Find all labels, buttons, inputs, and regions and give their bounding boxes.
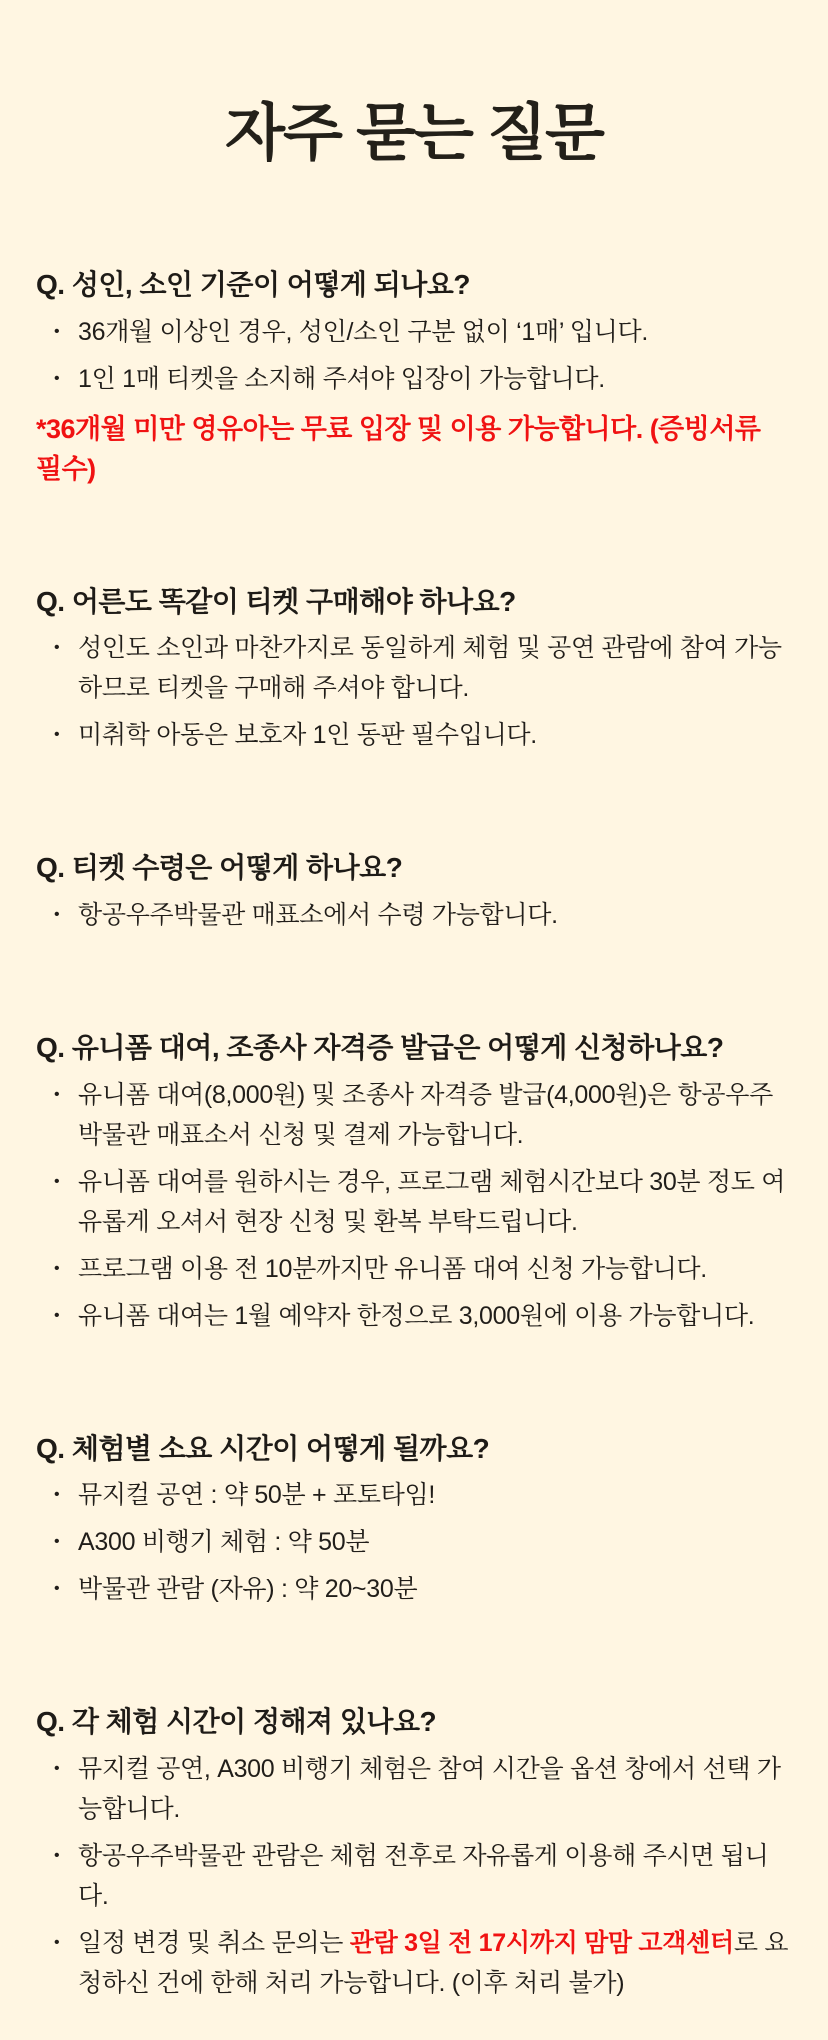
bullet-dot-icon: • — [54, 1759, 60, 1777]
list-item — [54, 1249, 792, 1289]
faq-question: Q. 체험별 소요 시간이 어떻게 될까요? — [36, 1432, 490, 1464]
red-notice: *36개월 미만 영유아는 무료 입장 및 이용 가능합니다. (증빙서류 필수) — [36, 413, 761, 484]
bullet-text-highlight: 관람 3일 전 17시까지 맘맘 고객센터 — [349, 1928, 734, 1957]
bullet-dot-icon: • — [54, 905, 60, 923]
list-item — [54, 715, 792, 755]
faq-list — [36, 268, 792, 2003]
list-item — [54, 1923, 792, 2003]
bullet-dot-icon: • — [54, 1486, 60, 1504]
faq-section-duration — [36, 1432, 792, 1610]
bullet-text: 프로그램 이용 전 10분까지만 유니폼 대여 신청 가능합니다. — [78, 1254, 707, 1283]
list-item — [54, 1522, 792, 1562]
faq-page — [0, 100, 828, 2003]
bullet-dot-icon: • — [54, 1533, 60, 1551]
bullet-text: 유니폼 대여는 1월 예약자 한정으로 3,000원에 이용 가능합니다. — [78, 1301, 755, 1330]
faq-question: Q. 유니폼 대여, 조종사 자격증 발급은 어떻게 신청하나요? — [36, 1031, 724, 1063]
faq-section-uniform-rental — [36, 1031, 792, 1336]
faq-section-schedule — [36, 1705, 792, 2003]
bullet-dot-icon: • — [54, 1085, 60, 1103]
list-item — [54, 1836, 792, 1916]
bullet-dot-icon: • — [54, 1172, 60, 1190]
faq-question: Q. 티켓 수령은 어떻게 하나요? — [36, 852, 403, 884]
bullet-text: 유니폼 대여를 원하시는 경우, 프로그램 체험시간보다 30분 정도 여유롭게 오셔서 현장 신청 및 환복 부탁드립니다. — [78, 1167, 786, 1236]
list-item — [54, 312, 792, 352]
bullet-dot-icon: • — [54, 1306, 60, 1324]
list-item — [54, 628, 792, 708]
bullet-text-suffix: 로 요청하신 건에 한해 처리 가능합니다. (이후 처리 불가) — [78, 1928, 789, 1997]
bullet-dot-icon: • — [54, 369, 60, 387]
bullet-text: 미취학 아동은 보호자 1인 동판 필수입니다. — [78, 721, 537, 750]
faq-answer-list — [36, 1075, 792, 1336]
bullet-dot-icon: • — [54, 1933, 60, 1951]
list-item — [54, 1475, 792, 1515]
bullet-dot-icon: • — [54, 322, 60, 340]
bullet-dot-icon: • — [54, 639, 60, 657]
bullet-text: 뮤지컬 공연, A300 비행기 체험은 참여 시간을 옵션 창에서 선택 가능합니다. — [78, 1754, 781, 1823]
bullet-dot-icon: • — [54, 1580, 60, 1598]
faq-question: Q. 어른도 똑같이 티켓 구매해야 하나요? — [36, 585, 516, 617]
faq-answer-list — [36, 628, 792, 755]
list-item — [54, 895, 792, 935]
list-item — [54, 1162, 792, 1242]
bullet-text: 유니폼 대여(8,000원) 및 조종사 자격증 발급(4,000원)은 항공우주박물관 매표소서 신청 및 결제 가능합니다. — [78, 1080, 773, 1149]
bullet-text: 항공우주박물관 매표소에서 수령 가능합니다. — [78, 900, 558, 929]
bullet-text: 1인 1매 티켓을 소지해 주셔야 입장이 가능합니다. — [78, 364, 605, 393]
faq-answer-list — [36, 1749, 792, 2003]
bullet-text: 뮤지컬 공연 : 약 50분 + 포토타임! — [78, 1481, 436, 1510]
bullet-dot-icon: • — [54, 726, 60, 744]
list-item — [54, 1075, 792, 1155]
faq-section-adult-child-criteria — [36, 268, 792, 489]
faq-answer-list — [36, 1475, 792, 1609]
bullet-dot-icon: • — [54, 1259, 60, 1277]
bullet-text: 36개월 이상인 경우, 성인/소인 구분 없이 ‘1매’ 입니다. — [78, 317, 649, 346]
list-item — [54, 1296, 792, 1336]
bullet-dot-icon: • — [54, 1846, 60, 1864]
bullet-text: 박물관 관람 (자유) : 약 20~30분 — [78, 1575, 418, 1604]
faq-answer-list — [36, 312, 792, 399]
list-item — [54, 1749, 792, 1829]
list-item — [54, 359, 792, 399]
bullet-text: 항공우주박물관 관람은 체험 전후로 자유롭게 이용해 주시면 됩니다. — [78, 1841, 769, 1910]
faq-question: Q. 성인, 소인 기준이 어떻게 되나요? — [36, 269, 470, 301]
list-item — [54, 1569, 792, 1609]
page-title: 자주 묻는 질문 — [225, 99, 603, 168]
faq-answer-list — [36, 895, 792, 935]
bullet-text: 성인도 소인과 마찬가지로 동일하게 체험 및 공연 관람에 참여 가능하므로 티켓을 구매해 주셔야 합니다. — [78, 634, 782, 703]
bullet-text-prefix: 일정 변경 및 취소 문의는 — [78, 1928, 350, 1957]
bullet-text: A300 비행기 체험 : 약 50분 — [78, 1528, 370, 1557]
faq-section-ticket-pickup — [36, 851, 792, 935]
faq-section-adult-ticket — [36, 585, 792, 756]
faq-question: Q. 각 체험 시간이 정해져 있나요? — [36, 1706, 437, 1738]
